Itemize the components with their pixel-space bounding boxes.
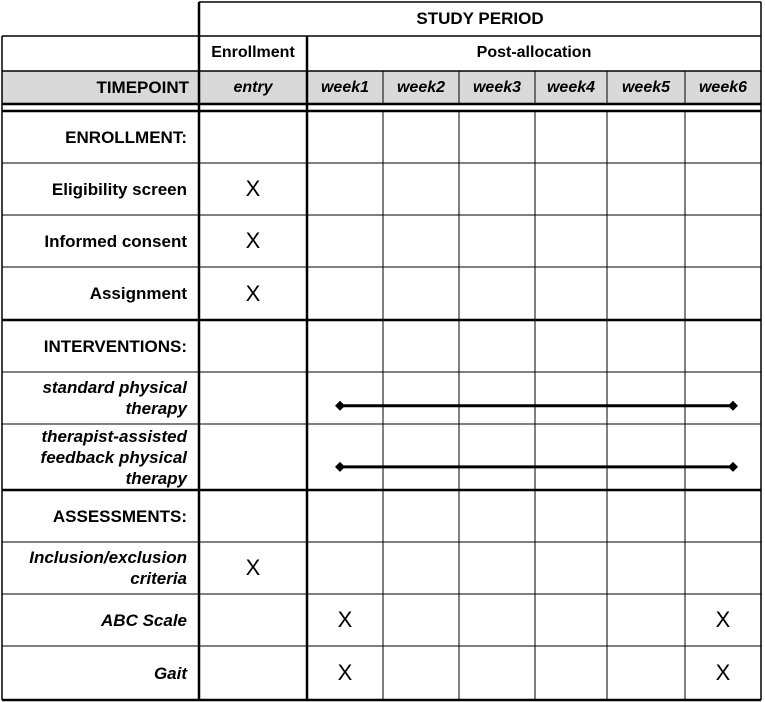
row-label: therapist-assisted feedback physical therapy <box>40 426 187 488</box>
row-label: standard physical therapy <box>42 378 187 418</box>
timepoint-label: week6 <box>698 78 748 96</box>
enrollment-header: Enrollment <box>211 44 295 61</box>
timepoint-label: week1 <box>320 78 370 96</box>
section-heading: INTERVENTIONS: <box>43 336 187 356</box>
schedule-mark: X <box>715 660 731 685</box>
section-heading: ASSESSMENTS: <box>52 506 187 526</box>
timepoint-header: TIMEPOINT <box>96 78 189 97</box>
timepoint-label: week3 <box>472 78 522 96</box>
schedule-mark: X <box>337 660 353 685</box>
bar-endpoint-diamond <box>335 401 345 411</box>
row-label: Gait <box>153 663 187 683</box>
study-period-header: STUDY PERIOD <box>416 8 544 28</box>
schedule-mark: X <box>715 607 731 632</box>
section-heading: ENROLLMENT: <box>65 127 187 147</box>
bar-endpoint-diamond <box>728 462 738 472</box>
row-label: Assignment <box>89 284 187 303</box>
timepoint-label: week2 <box>396 78 446 96</box>
bar-endpoint-diamond <box>335 462 345 472</box>
schedule-mark: X <box>245 555 261 580</box>
row-label: ABC Scale <box>101 610 187 630</box>
schedule-mark: X <box>245 176 261 201</box>
row-label: Inclusion/exclusion criteria <box>29 548 187 588</box>
schedule-mark: X <box>337 607 353 632</box>
row-label: Eligibility screen <box>51 179 187 199</box>
bar-endpoint-diamond <box>728 401 738 411</box>
post-allocation-header: Post-allocation <box>476 44 592 61</box>
schedule-mark: X <box>245 280 261 306</box>
row-label: Informed consent <box>44 231 187 251</box>
timepoint-label: week5 <box>621 78 671 96</box>
timepoint-label: week4 <box>546 78 596 96</box>
schedule-mark: X <box>245 228 261 253</box>
timepoint-label: entry <box>233 78 273 96</box>
